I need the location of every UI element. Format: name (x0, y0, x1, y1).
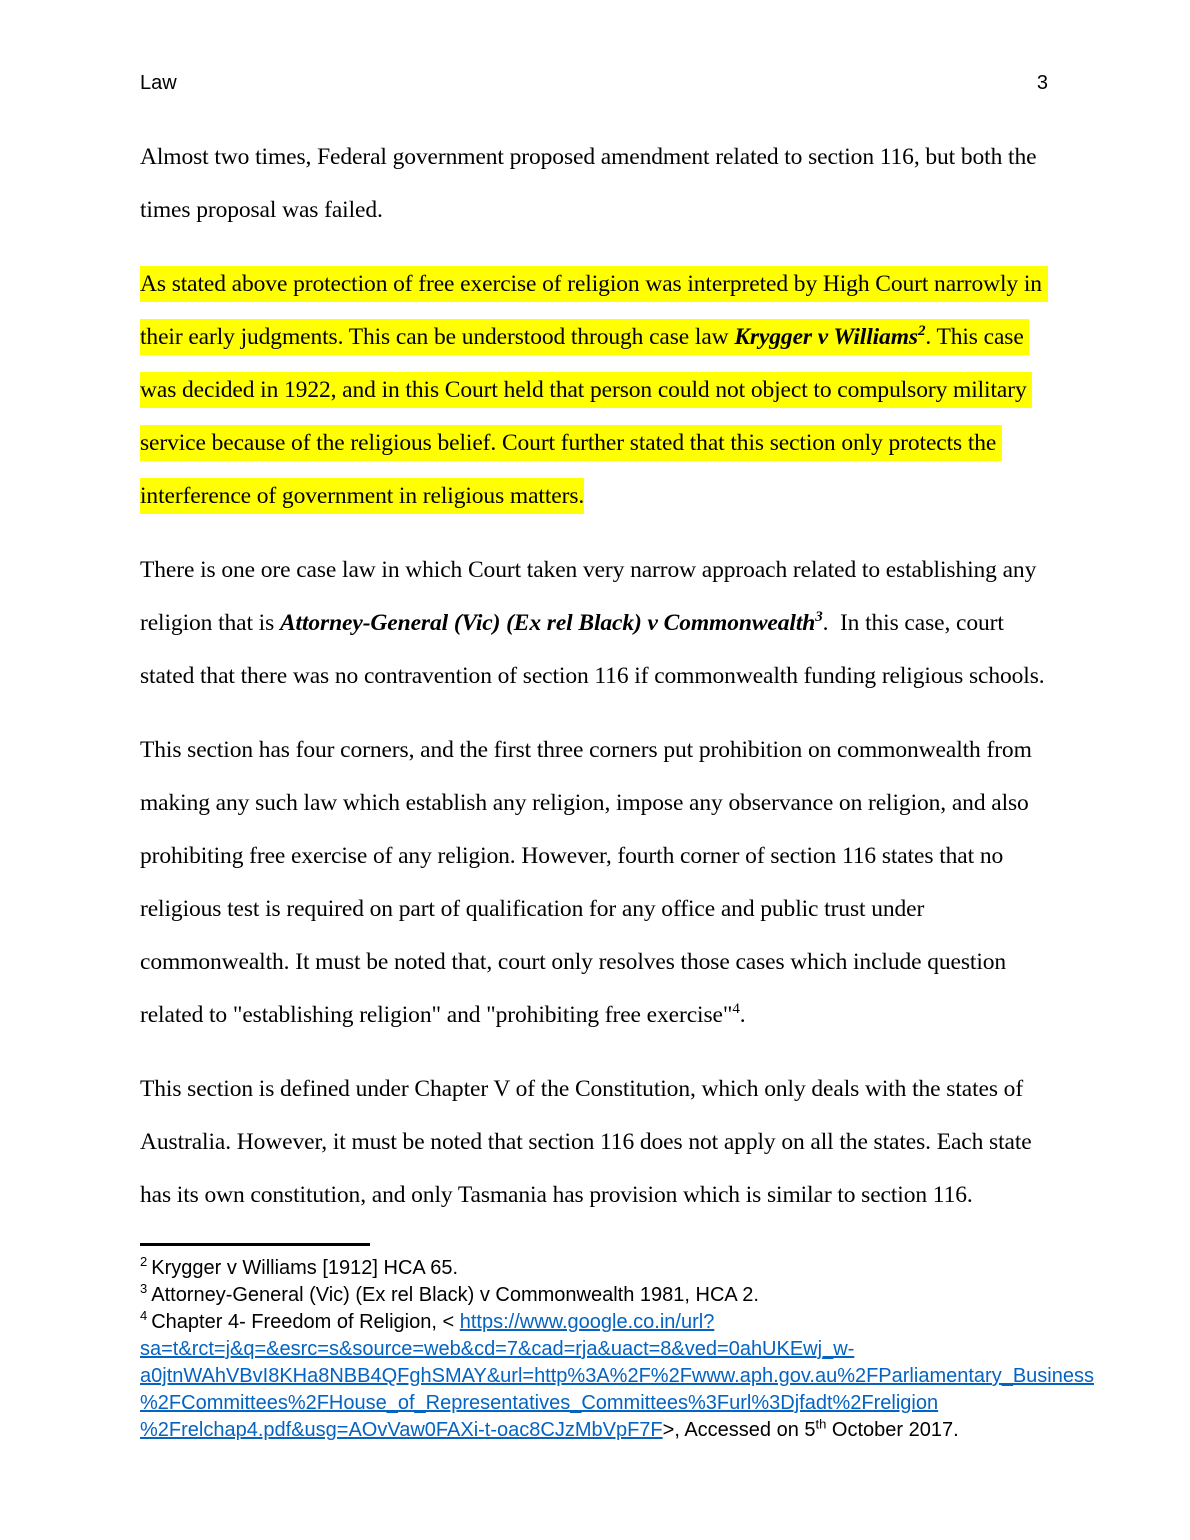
footnote-url-line-3[interactable]: a0jtnWAhVBvI8KHa8NBB4QFghSMAY&url=http%3A%2F%2Fwww.aph.gov.au%2FParliamentary_Business (140, 1365, 1094, 1387)
footnote-ref-4: 4 (732, 1001, 740, 1018)
footnote-3 (140, 1282, 1048, 1309)
highlighted-passage (140, 266, 1048, 514)
paragraph-2-pre: As stated above protection of free exercise of religion was interpreted by High Court narrowly in their early judgments. This can be understood through case law (140, 271, 1048, 350)
footnote-4-ordinal-suffix: th (815, 1416, 827, 1432)
case-name-attorney-general: Attorney-General (Vic) (Ex rel Black) v Commonwealth (279, 610, 816, 636)
paragraph-5-text: This section is defined under Chapter V of the Constitution, which only deals with the states of Australia. However, it must be noted that section 116 does not apply on all the states. Each state has its own constitution, and only Tasmania has provision which is similar to section 116. (140, 1076, 1038, 1208)
case-name-krygger: Krygger v Williams (734, 324, 918, 350)
footnote-ref-2: 2 (917, 323, 926, 340)
footnote-url-line-2[interactable]: sa=t&rct=j&q=&esrc=s&source=web&cd=7&cad=rja&uact=8&ved=0ahUKEwj_w- (140, 1338, 855, 1360)
paragraph-2-highlighted (140, 258, 1048, 523)
footnote-url-line-5[interactable]: %2Frelchap4.pdf&usg=AOvVaw0FAXi-t-oac8CJzMbVpF7F (140, 1419, 663, 1441)
paragraph-4-pre: This section has four corners, and the first three corners put prohibition on commonwealth from making any such law which establish any religion, impose any observance on religion, and also prohibiting free exercise of any religion. However, fourth corner of section 116 states that no religious test is required on part of qualification for any office and public trust under commonwealth. It must be noted that, court only resolves those cases which include question related to "establishing religion" and "prohibiting free exercise" (140, 737, 1038, 1028)
page-header (140, 70, 1048, 96)
header-title: Law (140, 72, 177, 94)
document-body (140, 131, 1048, 1222)
footnote-4 (140, 1308, 1094, 1444)
footnote-4-marker: 4 (140, 1308, 148, 1324)
footnote-4-accessed-text: >, Accessed on 5 (662, 1419, 816, 1441)
footnote-4-text: Chapter 4- Freedom of Religion, < (151, 1311, 455, 1333)
paragraph-3-pre: There is one ore case law in which Court taken very narrow approach related to establishing any religion that is (140, 557, 1043, 636)
paragraph-4-post: . (739, 1002, 746, 1028)
footnote-2-marker: 2 (140, 1254, 148, 1270)
paragraph-3 (140, 544, 1048, 703)
footnote-ref-3: 3 (815, 609, 823, 626)
paragraph-4 (140, 724, 1048, 1042)
paragraph-1 (140, 131, 1048, 237)
paragraph-3-post: . In this case, court stated that there was no contravention of section 116 if commonwealth funding religious schools. (140, 610, 1045, 689)
footnote-3-marker: 3 (140, 1281, 148, 1297)
page-number: 3 (1036, 72, 1048, 94)
footnote-url-line-4[interactable]: %2FCommittees%2FHouse_of_Representatives_Committees%3Furl%3Djfadt%2Freligion (140, 1392, 939, 1414)
footnotes-section (140, 1243, 1094, 1444)
footnote-url-line-1[interactable]: https://www.google.co.in/url? (459, 1311, 715, 1333)
footnote-4-date-text: October 2017. (826, 1419, 959, 1441)
footnote-2-text: Krygger v Williams [1912] HCA 65. (151, 1257, 459, 1279)
paragraph-5 (140, 1063, 1048, 1222)
paragraph-1-text: Almost two times, Federal government proposed amendment related to section 116, but both the times proposal was failed. (140, 144, 1043, 223)
paragraph-2-post: . This case was decided in 1922, and in this Court held that person could not object to compulsory military service because of the religious belief. Court further stated that this section only protects the interference of government in religious matters. (140, 324, 1033, 509)
footnote-2 (140, 1255, 1048, 1282)
footnote-separator-line (140, 1243, 370, 1246)
footnote-3-text: Attorney-General (Vic) (Ex rel Black) v Commonwealth 1981, HCA 2. (151, 1284, 759, 1306)
